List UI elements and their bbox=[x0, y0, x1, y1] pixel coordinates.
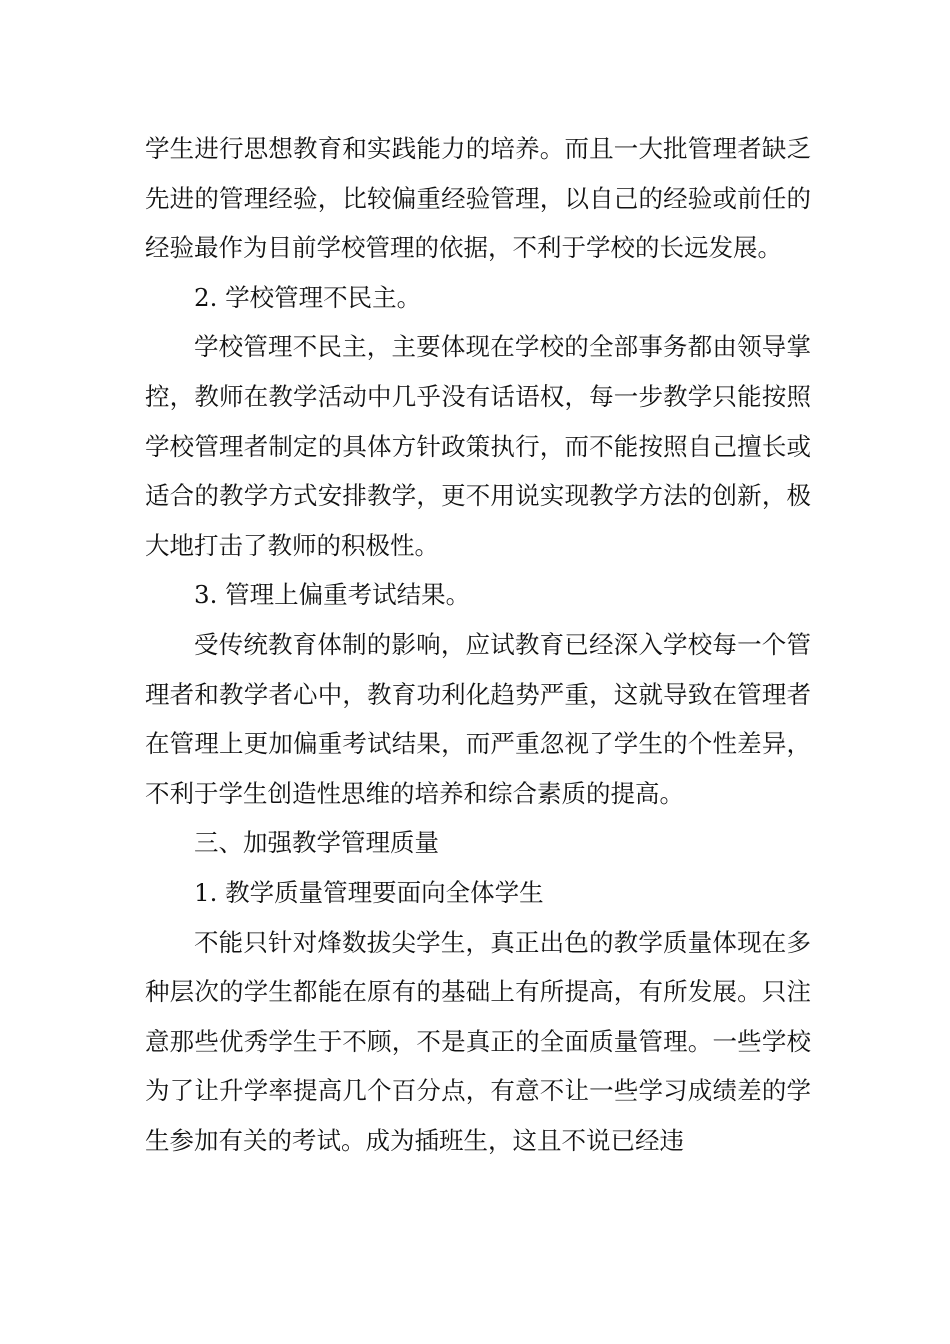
paragraph-continuation: 学生进行思想教育和实践能力的培养。而且一大批管理者缺乏先进的管理经验，比较偏重经验管理，以自己的经验或前任的经验最作为目前学校管理的依据，不利于学校的长远发展。 bbox=[145, 134, 811, 263]
section-heading-teaching-quality: 三、加强教学管理质量 bbox=[194, 828, 439, 858]
document-page bbox=[145, 124, 811, 1165]
subheading-exam-results: 3. 管理上偏重考试结果。 bbox=[194, 580, 471, 610]
paragraph-undemocratic-management: 学校管理不民主，主要体现在学校的全部事务都由领导掌控，教师在教学活动中几乎没有话语权，每一步教学只能按照学校管理者制定的具体方针政策执行，而不能按照自己擅长或适合的教学方式安排教学，更不用说实现教学方法的创新，极大地打击了教师的积极性。 bbox=[145, 332, 811, 560]
subheading-all-students: 1. 教学质量管理要面向全体学生 bbox=[194, 877, 544, 907]
subheading-undemocratic-management: 2. 学校管理不民主。 bbox=[194, 282, 422, 312]
paragraph-exam-results: 受传统教育体制的影响，应试教育已经深入学校每一个管理者和教学者心中，教育功利化趋势严重，这就导致在管理者在管理上更加偏重考试结果，而严重忽视了学生的个性差异，不利于学生创造性思维的培养和综合素质的提高。 bbox=[145, 629, 811, 808]
paragraph-all-students: 不能只针对烽数拔尖学生，真正出色的教学质量体现在多种层次的学生都能在原有的基础上有所提高，有所发展。只注意那些优秀学生于不顾，不是真正的全面质量管理。一些学校为了让升学率提高几个百分点，有意不让一些学习成绩差的学生参加有关的考试。成为插班生，这且不说已经违 bbox=[145, 927, 811, 1155]
